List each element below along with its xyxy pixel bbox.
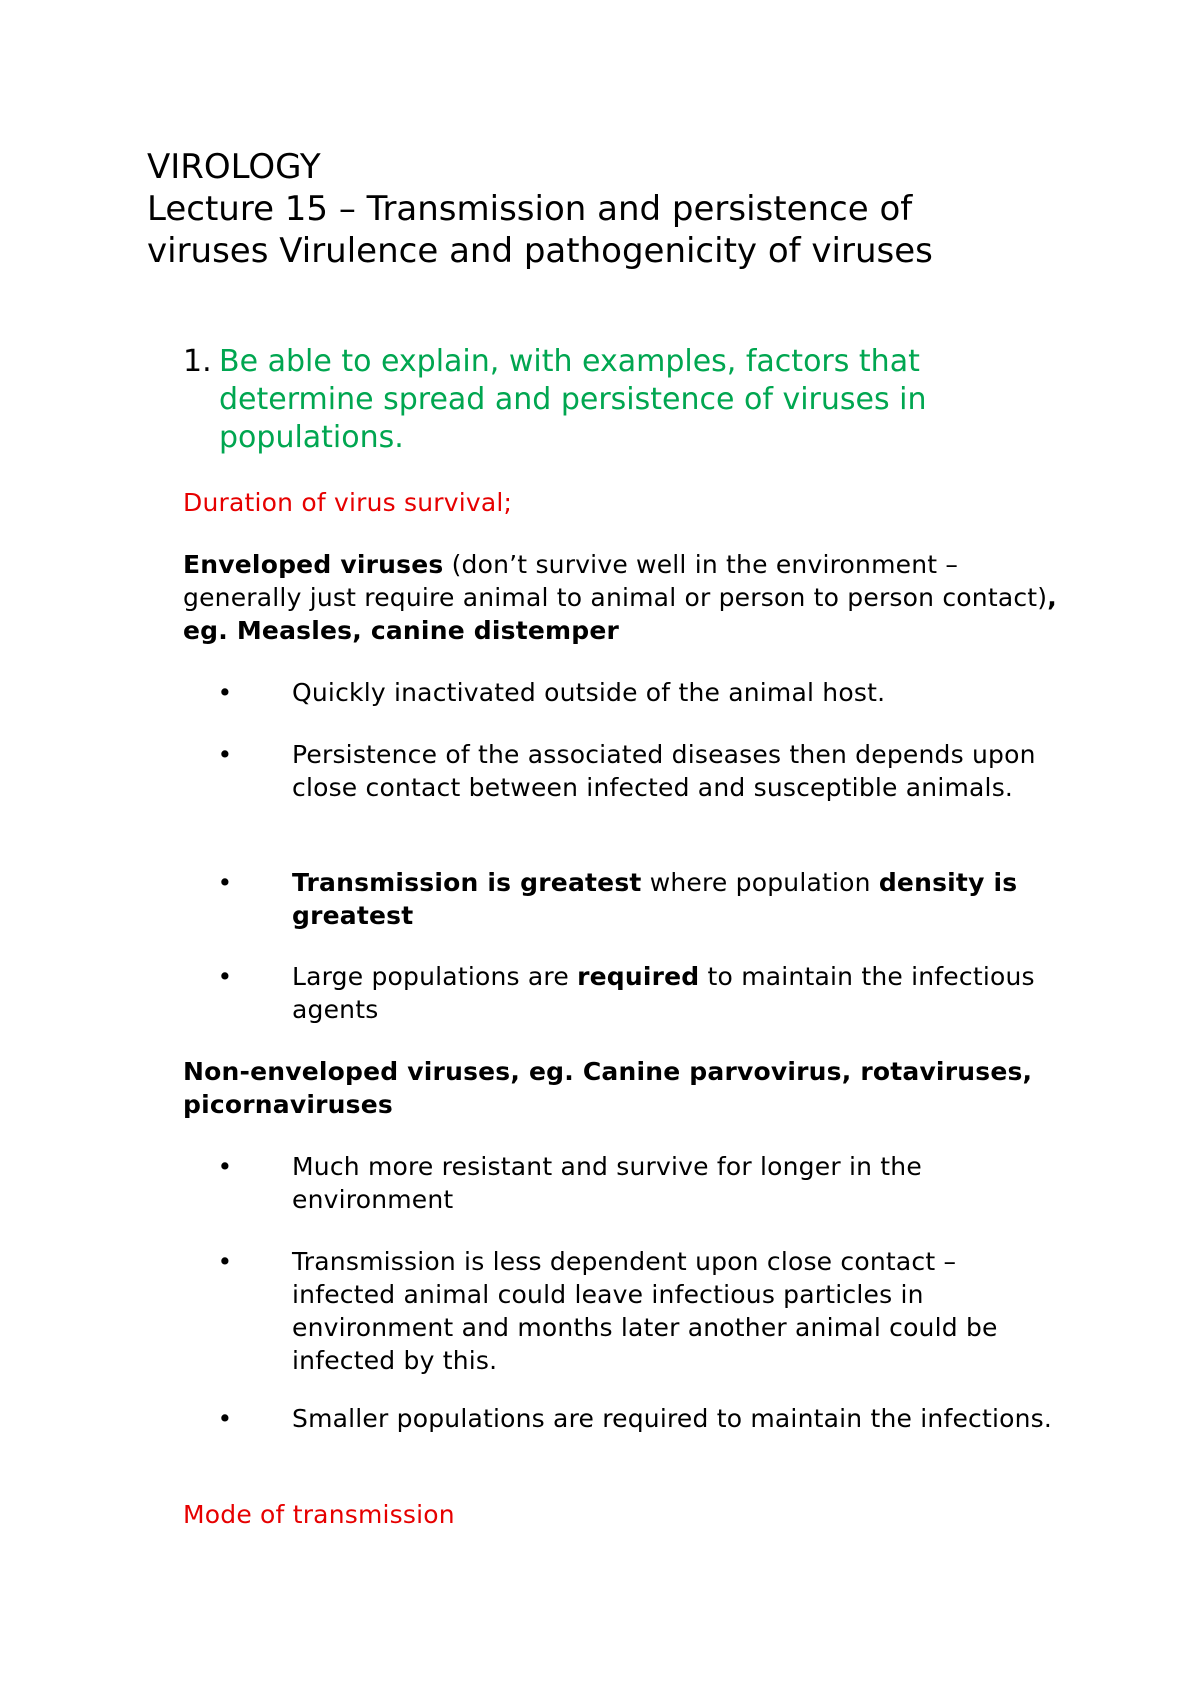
list-item <box>217 866 1062 932</box>
list-item <box>217 1150 1062 1216</box>
bullet-plain-phrase: Large populations are <box>292 962 578 991</box>
bullet-text <box>292 960 1062 1026</box>
list-item <box>217 960 1062 1026</box>
list-item <box>217 1402 1062 1435</box>
bullet-icon: • <box>217 1404 233 1433</box>
bullet-text: Quickly inactivated outside of the animal host. <box>292 678 886 707</box>
lecture-title-line-1: Lecture 15 – Transmission and persistence of <box>147 189 913 229</box>
bullet-text: Smaller populations are required to maintain the infections. <box>292 1404 1053 1433</box>
list-item <box>217 676 1062 709</box>
bullet-text: Transmission is less dependent upon close contact – infected animal could leave infectious particles in environment and months later another animal could be infected by this. <box>292 1247 998 1375</box>
bullet-icon: • <box>217 962 233 991</box>
bullet-icon: • <box>217 1247 233 1276</box>
bullet-bold-phrase: Transmission is greatest <box>292 868 642 897</box>
lecture-title-line-2: viruses Virulence and pathogenicity of viruses <box>147 231 933 271</box>
title-block <box>147 146 1067 272</box>
course-title: VIROLOGY <box>147 147 321 187</box>
enveloped-label: Enveloped viruses <box>183 550 444 579</box>
objective-number: 1. <box>183 344 212 379</box>
bullet-text <box>292 866 1062 932</box>
bullet-plain-phrase: to maintain the infectious agents <box>292 962 1035 1024</box>
enveloped-examples: , eg. Measles, canine distemper <box>183 583 1057 645</box>
bullet-icon: • <box>217 1152 233 1181</box>
section-heading-duration: Duration of virus survival; <box>183 488 513 517</box>
bullet-text: Persistence of the associated diseases then depends upon close contact between infected and susceptible animals. <box>292 740 1036 802</box>
bullet-text: Much more resistant and survive for longer in the environment <box>292 1152 922 1214</box>
learning-objective <box>183 343 1013 457</box>
bullet-bold-phrase: required <box>577 962 700 991</box>
section-heading-mode: Mode of transmission <box>183 1500 455 1529</box>
enveloped-paragraph <box>183 548 1063 647</box>
bullet-icon: • <box>217 740 233 769</box>
non-enveloped-heading: Non-enveloped viruses, eg. Canine parvovirus, rotaviruses, picornaviruses <box>183 1057 1033 1119</box>
objective-text: Be able to explain, with examples, factors that determine spread and persistence of viruses in populations. <box>219 344 927 455</box>
enveloped-description: (don’t survive well in the environment – generally just require animal to animal or person to person contact) <box>183 550 1048 612</box>
list-item <box>217 1245 1062 1377</box>
bullet-icon: • <box>217 678 233 707</box>
bullet-plain-phrase: where population <box>641 868 879 897</box>
list-item <box>217 738 1062 804</box>
bullet-icon: • <box>217 868 233 897</box>
bullet-bold-phrase: density is greatest <box>292 868 1018 930</box>
